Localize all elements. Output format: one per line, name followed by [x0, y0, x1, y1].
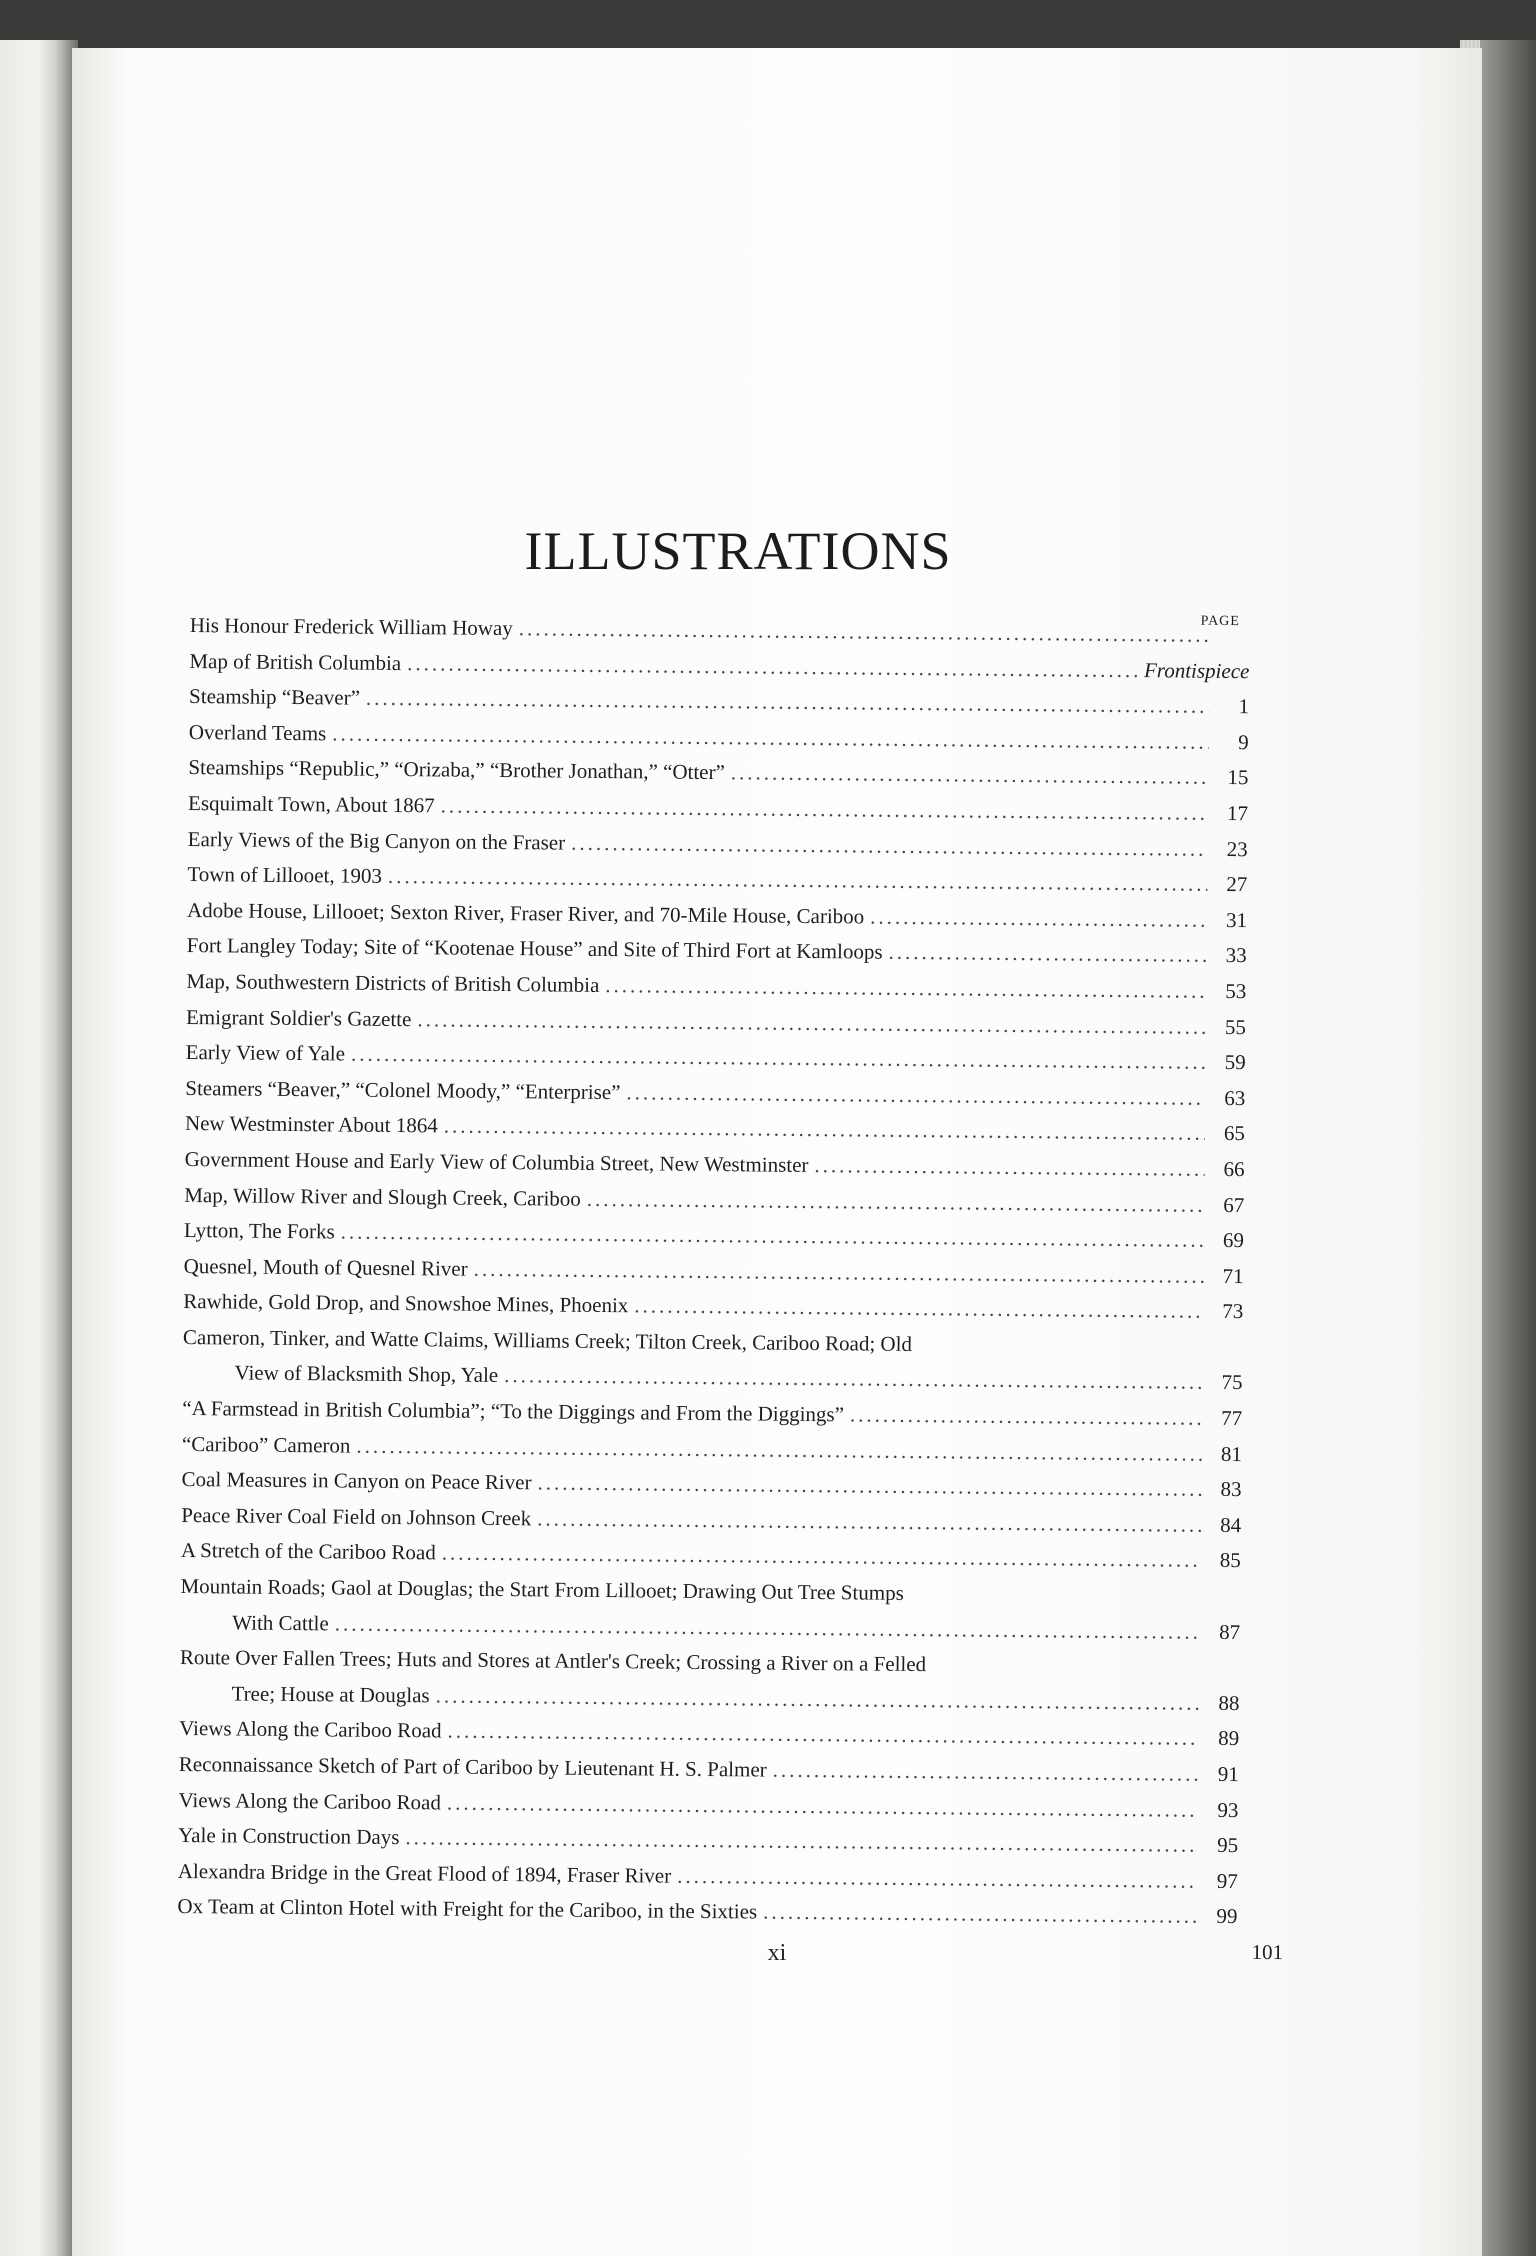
page-number: 59 — [1224, 1050, 1246, 1075]
page-number: 71 — [1222, 1263, 1244, 1288]
dot-leader — [587, 1181, 1205, 1223]
illustration-title: Map, Southwestern Districts of British Columbia — [186, 968, 600, 997]
illustration-title: Emigrant Soldier's Gazette — [185, 1004, 412, 1031]
page-number: 84 — [1220, 1512, 1242, 1537]
page-number: 65 — [1223, 1121, 1246, 1146]
illustration-title: Map of British Columbia — [189, 648, 402, 675]
dot-leader — [731, 756, 1209, 796]
illustration-title: Cameron, Tinker, and Watte Claims, Williams Creek; Tilton Creek, Cariboo Road; Old — [182, 1324, 913, 1356]
page-number: 67 — [1223, 1192, 1245, 1217]
illustration-title: Peace River Coal Field on Johnson Creek — [181, 1502, 532, 1531]
dot-leader — [605, 968, 1206, 1009]
dot-leader — [634, 1289, 1203, 1330]
page-number: 93 — [1217, 1797, 1239, 1822]
illustration-title: Early Views of the Big Canyon on the Fraser — [187, 826, 566, 855]
page-number: 88 — [1218, 1690, 1240, 1715]
illustration-title: Views Along the Cariboo Road — [178, 1787, 442, 1815]
illustration-title: Esquimalt Town, About 1867 — [187, 790, 435, 818]
illustration-title: Yale in Construction Days — [178, 1823, 400, 1850]
book-cover-edge — [1480, 40, 1536, 2256]
page-number: 101 — [1251, 1940, 1284, 1965]
page-number: 63 — [1224, 1085, 1246, 1110]
illustration-title: Government House and Early View of Columbia Street, New Westminster — [184, 1146, 809, 1177]
illustration-title: “A Farmstead in British Columbia”; “To the Diggings and From the Diggings” — [182, 1396, 845, 1427]
page-number: 17 — [1226, 800, 1249, 826]
page-number: 15 — [1227, 765, 1249, 790]
illustration-title: Steamers “Beaver,” “Colonel Moody,” “Enterprise” — [185, 1075, 621, 1104]
page-number: 31 — [1225, 907, 1248, 932]
page-title: ILLUSTRATIONS — [524, 521, 952, 581]
illustration-title: Quesnel, Mouth of Quesnel River — [183, 1253, 468, 1281]
illustration-title-continued: Tree; House at Douglas — [231, 1681, 430, 1708]
page-number: 23 — [1226, 836, 1248, 861]
dot-leader — [814, 1148, 1205, 1187]
illustration-title: His Honour Frederick William Howay — [189, 612, 513, 641]
page-number: 99 — [1216, 1904, 1238, 1929]
page-number: 83 — [1220, 1477, 1242, 1502]
dot-leader — [870, 899, 1207, 938]
illustration-title: Map, Willow River and Slough Creek, Cariboo — [184, 1182, 581, 1211]
illustration-title: Route Over Fallen Trees; Huts and Stores at Antler's Creek; Crossing a River on a Felled — [179, 1645, 927, 1677]
page-number: 27 — [1226, 872, 1248, 897]
dot-leader — [571, 825, 1208, 867]
dot-leader — [626, 1075, 1205, 1116]
page-number: 73 — [1222, 1299, 1244, 1324]
illustration-title: New Westminster About 1864 — [184, 1111, 438, 1138]
page-number: 87 — [1219, 1619, 1241, 1644]
illustration-title: Lytton, The Forks — [183, 1218, 335, 1244]
illustration-title: Reconnaissance Sketch of Part of Cariboo by Lieutenant H. S. Palmer — [178, 1751, 767, 1782]
illustration-title: Overland Teams — [188, 719, 327, 746]
illustration-title: Town of Lillooet, 1903 — [187, 862, 383, 889]
page-number: 95 — [1217, 1833, 1239, 1858]
illustration-title: A Stretch of the Cariboo Road — [180, 1538, 436, 1565]
page-number: 66 — [1223, 1156, 1245, 1182]
page-number: 91 — [1217, 1761, 1239, 1787]
illustration-title: Fort Langley Today; Site of “Kootenae House” and Site of Third Fort at Kamloops — [186, 933, 883, 965]
page-number: Frontispiece — [1143, 657, 1250, 683]
illustration-title: Coal Measures in Canyon on Peace River — [181, 1467, 532, 1495]
illustration-title: Adobe House, Lillooet; Sexton River, Fraser River, and 70-Mile House, Cariboo — [186, 897, 865, 929]
illustration-title: Mountain Roads; Gaol at Douglas; the Start From Lillooet; Drawing Out Tree Stumps — [180, 1573, 904, 1605]
page-number: 75 — [1221, 1370, 1243, 1395]
illustration-title: Early View of Yale — [185, 1040, 346, 1066]
dot-leader — [677, 1859, 1198, 1900]
page-number: 97 — [1216, 1868, 1238, 1893]
page-number: 89 — [1218, 1726, 1240, 1751]
dot-leader — [773, 1753, 1199, 1793]
illustration-title: Steamships “Republic,” “Orizaba,” “Brother Jonathan,” “Otter” — [188, 755, 725, 785]
page-number: 77 — [1221, 1405, 1243, 1431]
page-number: 81 — [1220, 1441, 1243, 1466]
page-number: 55 — [1224, 1014, 1247, 1039]
page-folio: xi — [767, 1940, 787, 1966]
dot-leader — [888, 935, 1206, 974]
illustration-title-continued: View of Blacksmith Shop, Yale — [234, 1360, 499, 1388]
illustration-title: Steamship “Beaver” — [188, 684, 361, 710]
page-column-label: PAGE — [1200, 613, 1240, 630]
dot-leader — [850, 1397, 1203, 1436]
dot-leader — [763, 1895, 1198, 1935]
page-number: 1 — [1238, 694, 1250, 719]
illustration-title: Rawhide, Gold Drop, and Snowshoe Mines, Phoenix — [183, 1289, 629, 1318]
illustration-title: Ox Team at Clinton Hotel with Freight for the Cariboo, in the Sixties — [177, 1894, 758, 1924]
illustration-title-continued: With Cattle — [232, 1610, 329, 1636]
illustration-title: Views Along the Cariboo Road — [179, 1716, 442, 1743]
page-number: 33 — [1225, 943, 1247, 968]
illustration-title: “Cariboo” Cameron — [181, 1431, 351, 1458]
page-number: 53 — [1225, 978, 1247, 1004]
illustration-title: Alexandra Bridge in the Great Flood of 1894, Fraser River — [177, 1858, 672, 1888]
page-number: 9 — [1238, 729, 1249, 754]
page-number: 85 — [1219, 1548, 1241, 1573]
page-number: 69 — [1222, 1228, 1245, 1253]
